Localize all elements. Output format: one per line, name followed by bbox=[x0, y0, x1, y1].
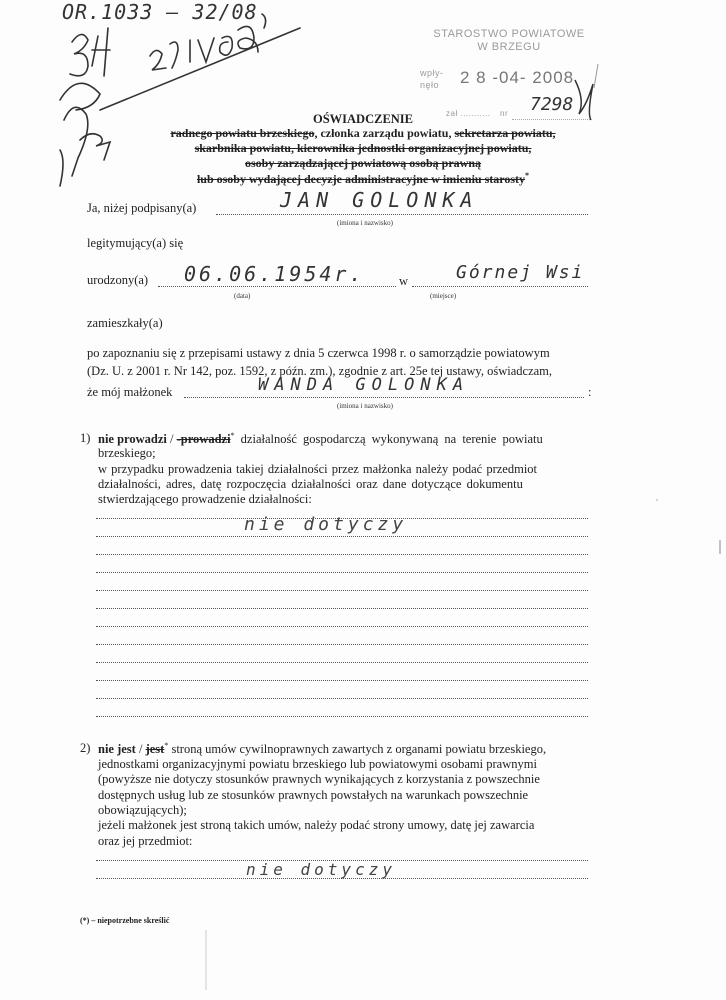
section2-line4: dostępnych usług lub ze stosunków prawnych powstałych na warunkach powszechnie bbox=[98, 788, 529, 802]
section1-struck: -prowadzi bbox=[176, 432, 231, 447]
section2-line5: obowiązujących); bbox=[98, 803, 187, 817]
section2-number: 2) bbox=[80, 741, 91, 755]
section1-number: 1) bbox=[80, 431, 91, 445]
section1-mark: * bbox=[230, 431, 235, 440]
signed-label: Ja, niżej podpisany(a) bbox=[87, 201, 197, 215]
stamp-received-label-1: wpły- bbox=[420, 68, 444, 78]
section2-struck: jest bbox=[145, 742, 165, 757]
section2-line3: (powyższe nie dotyczy stosunków prawnych wynikających z korzystania z powszechnie bbox=[98, 772, 540, 786]
section1-slash: / bbox=[166, 432, 177, 447]
intro-line1: po zapoznaniu się z przepisami ustawy z dnia 5 czerwca 1998 r. o samorządzie powiatowym bbox=[87, 346, 550, 360]
section1-kept: nie prowadzi bbox=[98, 432, 167, 447]
section1-line2: brzeskiego; bbox=[98, 446, 156, 460]
id-label: legitymujący(a) się bbox=[87, 236, 184, 250]
section2-mark: * bbox=[164, 741, 169, 750]
section1-line5: stwierdzającego prowadzenie działalności: bbox=[98, 492, 312, 506]
spouse-label: że mój małżonek bbox=[87, 385, 173, 399]
spouse-value: WANDA GOLONKA bbox=[258, 375, 470, 395]
born-label: urodzony(a) bbox=[87, 273, 149, 287]
born-date: 06.06.1954r. bbox=[184, 262, 365, 286]
stamp-org-line2: W BRZEGU bbox=[477, 41, 541, 53]
section2-line7: oraz jej przedmiot: bbox=[98, 834, 193, 848]
section2-slash: / bbox=[135, 742, 146, 757]
title-line2: skarbnika powiatu, kierownika jednostki organizacyjnej powiatu, bbox=[194, 141, 532, 155]
section1-handwritten: nie dotyczy bbox=[244, 514, 408, 535]
signed-caption: (imiona i nazwisko) bbox=[337, 219, 393, 227]
title-line1-struck2: sekretarza powiatu, bbox=[454, 126, 556, 140]
section2-line6: jeżeli małżonek jest stroną takich umów, należy podać strony umowy, datę jej zawarcia bbox=[98, 818, 535, 832]
section1-line4: działalności, adres, datę rozpoczęcia działalności oraz dane dotyczące dokumentu bbox=[98, 477, 523, 491]
title-line4-text: lub osoby wydającej decyzje administracyjne w imieniu starosty bbox=[196, 172, 526, 186]
footnote: (*) – niepotrzebne skreślić bbox=[80, 916, 170, 925]
signed-value: JAN GOLONKA bbox=[280, 188, 479, 212]
born-date-caption: (data) bbox=[234, 292, 251, 300]
born-in-label: w bbox=[399, 274, 409, 288]
section2-handwritten: nie dotyczy bbox=[246, 860, 396, 879]
stamp-received-date: 2 8 -04- 2008 bbox=[460, 68, 575, 87]
section2-rest: stroną umów cywilnoprawnych zawartych z organami powiatu brzeskiego, bbox=[168, 742, 547, 757]
case-reference: OR.1033 – 32/08 bbox=[62, 0, 258, 24]
stamp-received-label-2: nęło bbox=[420, 80, 440, 90]
stamp-nr-value: 7298 bbox=[530, 94, 574, 115]
section2-kept: nie jest bbox=[98, 742, 136, 757]
title-line3: osoby zarządzającej powiatową osobą prawną bbox=[245, 156, 481, 170]
section1-line3: w przypadku prowadzenia takiej działalności przez małżonka należy podać przedmiot bbox=[98, 462, 538, 476]
born-place-caption: (miejsce) bbox=[430, 292, 457, 300]
resident-label: zamieszkały(a) bbox=[87, 316, 163, 330]
title-heading: OŚWIADCZENIE bbox=[312, 112, 414, 126]
born-place: Górnej Wsi bbox=[456, 262, 585, 283]
stamp-attachments: zał ........... bbox=[446, 109, 491, 118]
spouse-caption: (imiona i nazwisko) bbox=[337, 402, 393, 410]
stamp-nr-label: nr bbox=[500, 109, 509, 118]
title-line4-mark: * bbox=[525, 171, 530, 180]
stamp-org-line1: STAROSTWO POWIATOWE bbox=[433, 28, 585, 40]
spouse-colon: : bbox=[588, 385, 592, 399]
section1-rest: działalność gospodarczą wykonywaną na terenie powiatu bbox=[234, 432, 543, 447]
intro-line2: (Dz. U. z 2001 r. Nr 142, poz. 1592, z późn. zm.), zgodnie z art. 25e tej ustawy, oświadczam, bbox=[87, 364, 553, 378]
title-line1-kept: , członka zarządu powiatu, bbox=[314, 126, 455, 140]
title-line1-struck: radnego powiatu brzeskiego bbox=[170, 126, 315, 140]
section2-line2: jednostkami organizacyjnymi powiatu brzeskiego lub powiatowymi osobami prawnymi bbox=[98, 757, 537, 771]
